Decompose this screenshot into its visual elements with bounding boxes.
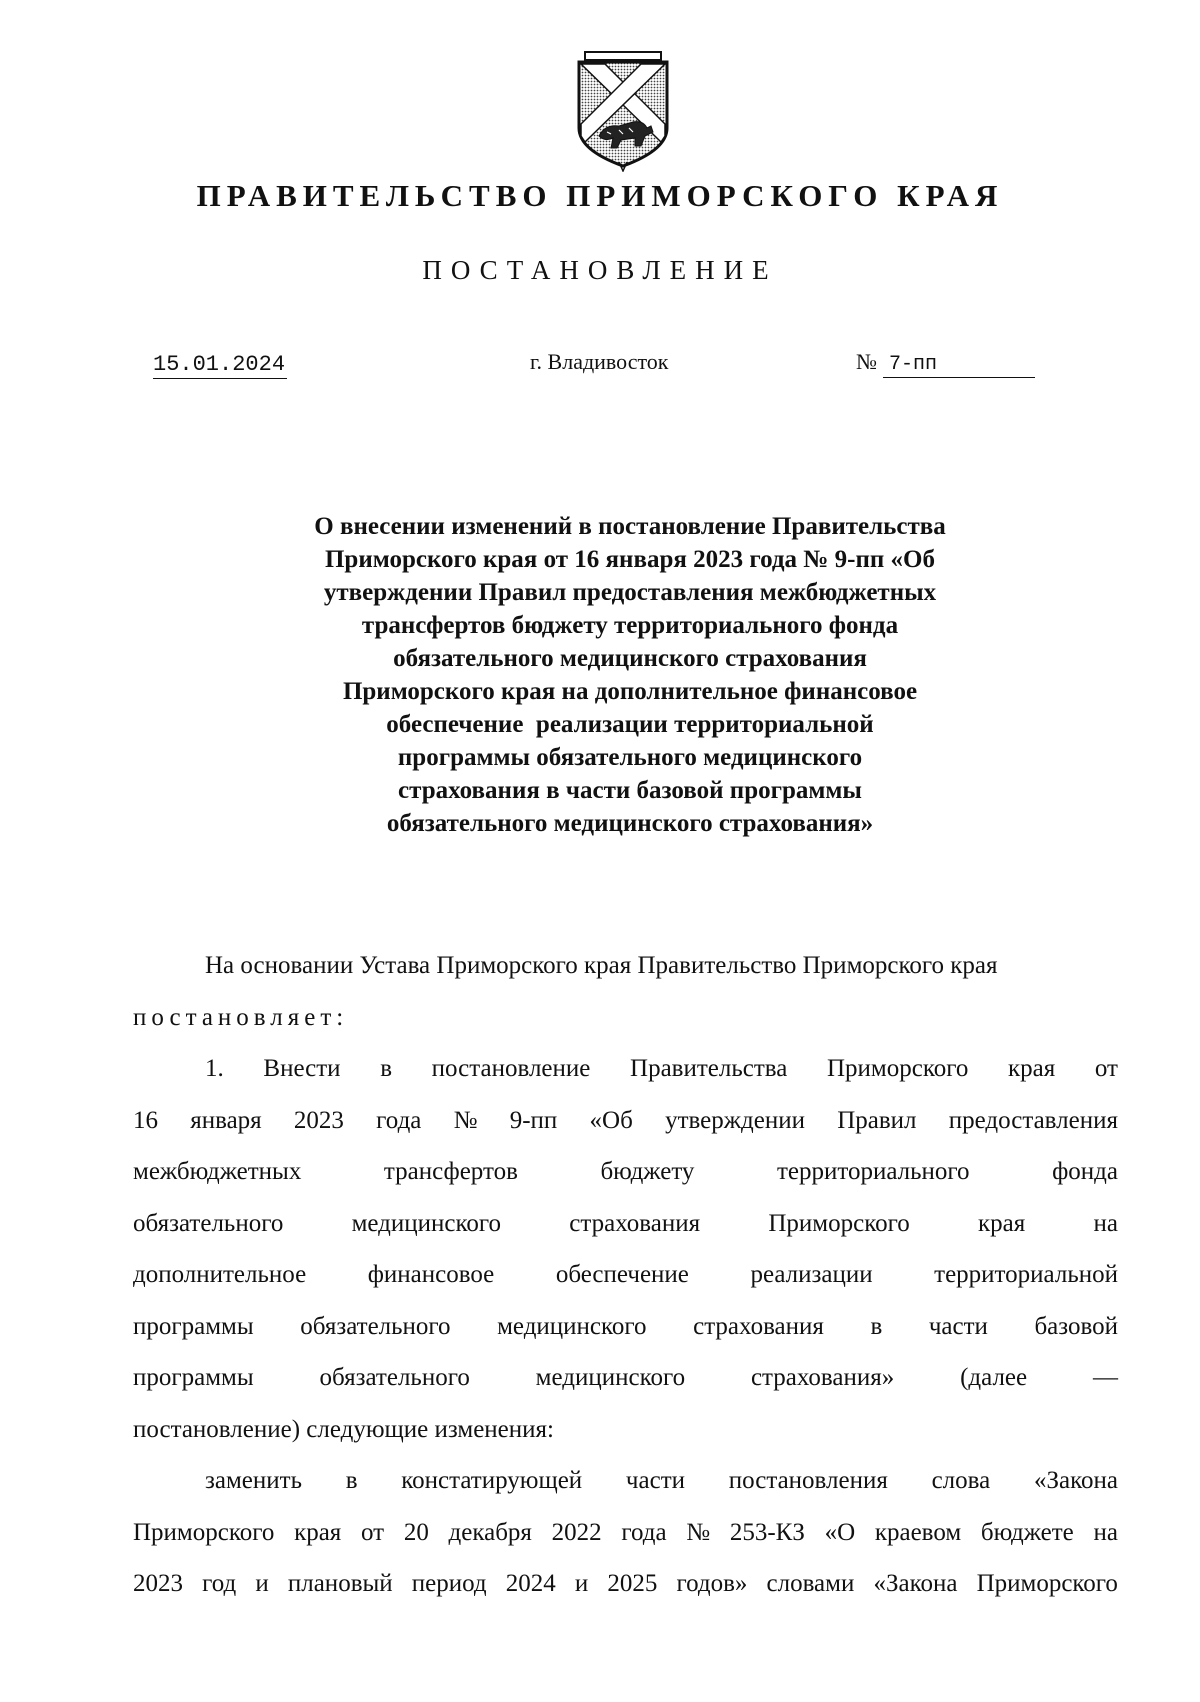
number-sign: № xyxy=(856,349,877,374)
word: фонда xyxy=(1052,1158,1118,1185)
text-line xyxy=(133,1146,1118,1198)
text-line xyxy=(133,1352,1118,1404)
text-line xyxy=(133,1095,1118,1147)
subject-line: страхования в части базовой программы xyxy=(398,777,862,804)
word: части xyxy=(928,1312,988,1340)
word: края xyxy=(294,1518,342,1546)
word: от xyxy=(361,1518,385,1546)
word: № xyxy=(686,1518,711,1546)
word: медицинского xyxy=(497,1312,647,1340)
preamble-line xyxy=(133,940,1118,992)
text-line xyxy=(133,1249,1118,1301)
word: плановый xyxy=(287,1570,393,1597)
word: января xyxy=(190,1106,262,1134)
word: бюджете xyxy=(980,1518,1074,1546)
subject-line: Приморского края от 16 января 2023 года № 9-пп «Об xyxy=(324,546,935,573)
item-1-last-line xyxy=(133,1404,1118,1456)
word: 16 xyxy=(133,1106,158,1134)
word: 2023 xyxy=(133,1570,183,1597)
word: территориальной xyxy=(934,1261,1118,1288)
word: Правил xyxy=(837,1106,917,1134)
subject-line: программы обязательного медицинского xyxy=(397,744,863,771)
word: годов» xyxy=(676,1570,748,1597)
text-line xyxy=(133,1507,1118,1559)
word: года xyxy=(621,1518,667,1546)
word: 2025 xyxy=(607,1570,658,1597)
word: Внести xyxy=(263,1055,341,1082)
word: период xyxy=(411,1570,487,1597)
word: в xyxy=(870,1312,883,1340)
word: (далее xyxy=(960,1364,1028,1391)
word: — xyxy=(1092,1364,1118,1391)
word: обеспечение xyxy=(555,1261,689,1288)
word: постановление xyxy=(431,1055,591,1082)
word: «Закона xyxy=(873,1570,958,1597)
word: констатирующей xyxy=(401,1467,583,1494)
document-type: ПОСТАНОВЛЕНИЕ xyxy=(422,255,778,285)
word: базовой xyxy=(1034,1312,1118,1340)
word: края xyxy=(977,1209,1026,1237)
document-body xyxy=(133,940,1118,1610)
word: страхования» xyxy=(750,1364,895,1391)
word: обязательного xyxy=(133,1209,284,1237)
word: «Об xyxy=(589,1106,633,1134)
word: 2024 xyxy=(505,1570,556,1597)
word: межбюджетных xyxy=(133,1158,302,1185)
subject-line: обязательного медицинского страхования xyxy=(393,645,867,672)
word: 2022 xyxy=(551,1518,602,1546)
document-city: г. Владивосток xyxy=(530,349,669,374)
subject-line: Приморского края на дополнительное финансовое xyxy=(342,678,918,705)
word: территориального xyxy=(776,1158,970,1185)
government-title: ПРАВИТЕЛЬСТВО ПРИМОРСКОГО КРАЯ xyxy=(196,178,1004,213)
number-value: 7-пп xyxy=(883,353,1035,378)
word: постановления xyxy=(728,1467,888,1494)
word: на xyxy=(1093,1518,1118,1546)
word: «О xyxy=(824,1518,856,1546)
word: от xyxy=(1094,1055,1118,1082)
word: в xyxy=(380,1055,393,1082)
word: краевом xyxy=(874,1518,962,1546)
word: финансовое xyxy=(367,1261,495,1288)
word: Приморского xyxy=(768,1209,910,1237)
word: 253-КЗ xyxy=(729,1518,805,1546)
word: страхования xyxy=(693,1312,824,1340)
word: года xyxy=(376,1106,422,1134)
word: Приморского xyxy=(976,1570,1118,1597)
word: на xyxy=(1093,1209,1118,1237)
text-line xyxy=(133,1455,1118,1507)
word: дополнительное xyxy=(133,1261,307,1288)
word: Приморского xyxy=(827,1055,969,1082)
word: год xyxy=(202,1570,237,1597)
word: 1. xyxy=(205,1055,224,1082)
word: № xyxy=(453,1106,478,1134)
word: обязательного xyxy=(300,1312,451,1340)
word: 9-пп xyxy=(509,1106,558,1134)
word: Правительства xyxy=(630,1055,788,1082)
document-number xyxy=(856,349,1035,378)
text-line xyxy=(133,1301,1118,1353)
subject-line: утверждении Правил предоставления межбюджетных xyxy=(323,579,937,606)
document-subject xyxy=(200,510,1060,840)
word: обязательного xyxy=(319,1364,470,1391)
text-line xyxy=(133,1558,1118,1610)
word: страхования xyxy=(569,1209,701,1237)
resolves-line xyxy=(133,992,1118,1044)
word: утверждении xyxy=(665,1106,805,1134)
resolves-word: постановляет: xyxy=(133,1003,349,1031)
subject-line: обязательного медицинского страхования» xyxy=(386,810,874,837)
word: программы xyxy=(133,1364,254,1391)
word: «Закона xyxy=(1033,1467,1118,1494)
word: медицинского xyxy=(535,1364,686,1391)
word: медицинского xyxy=(351,1209,502,1237)
word: программы xyxy=(133,1312,254,1340)
subject-line: обеспечение реализации территориальной xyxy=(386,711,874,738)
preamble-text: На основании Устава Приморского края Правительство Приморского края xyxy=(205,952,998,979)
word: в xyxy=(345,1467,358,1494)
changes-paragraph xyxy=(133,1455,1118,1610)
word: слова xyxy=(931,1467,991,1494)
body-text: постановление) следующие изменения: xyxy=(133,1415,554,1443)
document-date: 15.01.2024 xyxy=(153,352,286,377)
primorsky-coat-of-arms-icon xyxy=(575,50,671,172)
subject-line: О внесении изменений в постановление Правительства xyxy=(314,513,946,540)
item-1 xyxy=(133,1043,1118,1404)
text-line xyxy=(133,1043,1118,1095)
word: части xyxy=(625,1467,685,1494)
word: заменить xyxy=(205,1467,302,1494)
word: бюджету xyxy=(600,1158,695,1185)
text-line xyxy=(133,1198,1118,1250)
word: реализации xyxy=(750,1261,873,1288)
word: края xyxy=(1008,1055,1056,1082)
word: трансфертов xyxy=(383,1158,518,1185)
word: Приморского xyxy=(133,1518,275,1546)
word: и xyxy=(574,1570,589,1597)
word: 2023 xyxy=(293,1106,344,1134)
subject-line: трансфертов бюджету территориального фонда xyxy=(361,612,899,639)
word: 20 xyxy=(403,1518,429,1546)
word: предоставления xyxy=(948,1106,1118,1134)
word: декабря xyxy=(448,1518,532,1546)
word: и xyxy=(255,1570,269,1597)
word: словами xyxy=(766,1570,855,1597)
